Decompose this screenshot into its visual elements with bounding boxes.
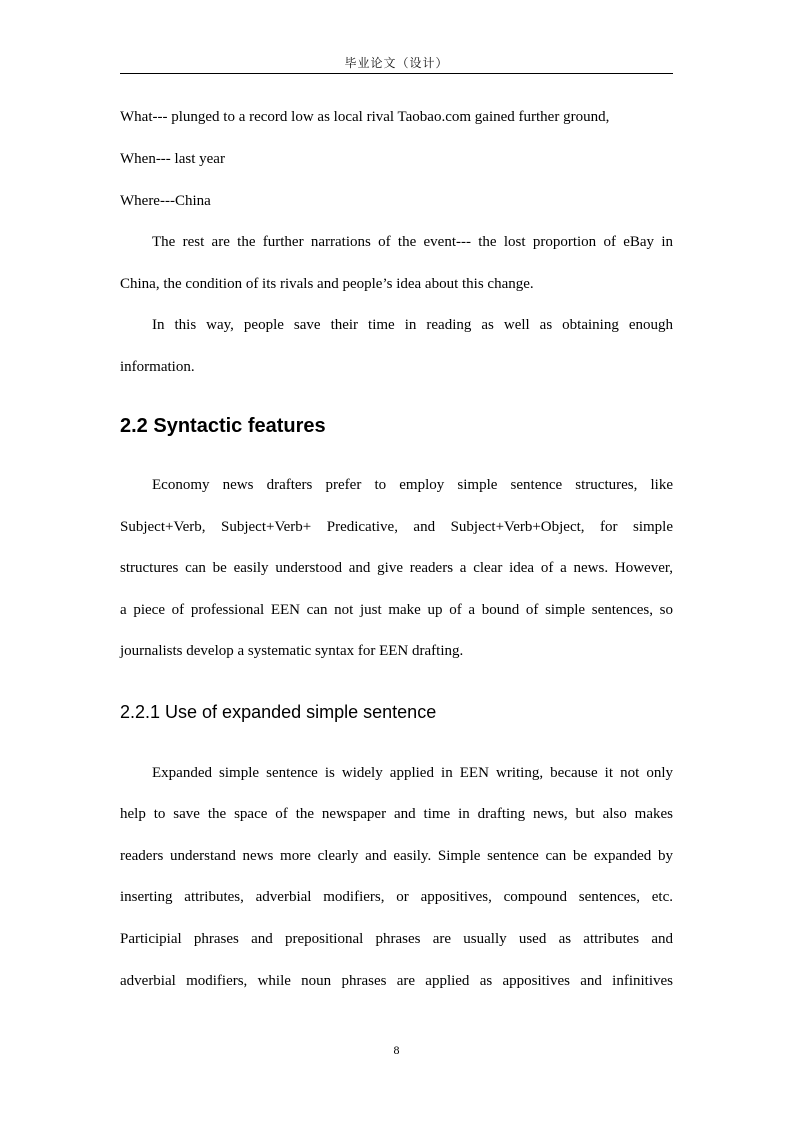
paragraph-line: a piece of professional EEN can not just make up of a bound of simple sentences, so (120, 602, 673, 618)
header-rule (120, 73, 673, 74)
paragraph-line: The rest are the further narrations of the event--- the lost proportion of eBay in (152, 234, 673, 250)
paragraph-line: Economy news drafters prefer to employ simple sentence structures, like (152, 477, 673, 493)
paragraph-line: Participial phrases and prepositional phrases are usually used as attributes and (120, 931, 673, 947)
paragraph-line: journalists develop a systematic syntax for EEN drafting. (120, 643, 464, 659)
paragraph-line: help to save the space of the newspaper and time in drafting news, but also makes (120, 806, 673, 822)
page-number: 8 (393, 1043, 400, 1057)
paragraph-line: In this way, people save their time in reading as well as obtaining enough (152, 317, 673, 333)
subsection-heading: 2.2.1 Use of expanded simple sentence (120, 702, 437, 722)
paragraph-line: adverbial modifiers, while noun phrases are applied as appositives and infinitives (120, 973, 673, 989)
paragraph-line: Subject+Verb, Subject+Verb+ Predicative, and Subject+Verb+Object, for simple (120, 519, 673, 535)
section-heading: 2.2 Syntactic features (120, 415, 326, 437)
paragraph-line: Expanded simple sentence is widely applied in EEN writing, because it not only (152, 765, 673, 781)
paragraph-line: readers understand news more clearly and easily. Simple sentence can be expanded by (120, 848, 673, 864)
paragraph-line: information. (120, 359, 195, 375)
w-where-line: Where---China (120, 193, 211, 209)
page-header: 毕业论文（设计） (344, 56, 449, 70)
w-when-line: When--- last year (120, 151, 225, 167)
paragraph-line: structures can be easily understood and give readers a clear idea of a news. However, (120, 560, 673, 576)
paragraph-line: inserting attributes, adverbial modifiers, or appositives, compound sentences, etc. (120, 889, 673, 905)
w-what-line: What--- plunged to a record low as local rival Taobao.com gained further ground, (120, 109, 610, 125)
paragraph-line: China, the condition of its rivals and people’s idea about this change. (120, 276, 534, 292)
